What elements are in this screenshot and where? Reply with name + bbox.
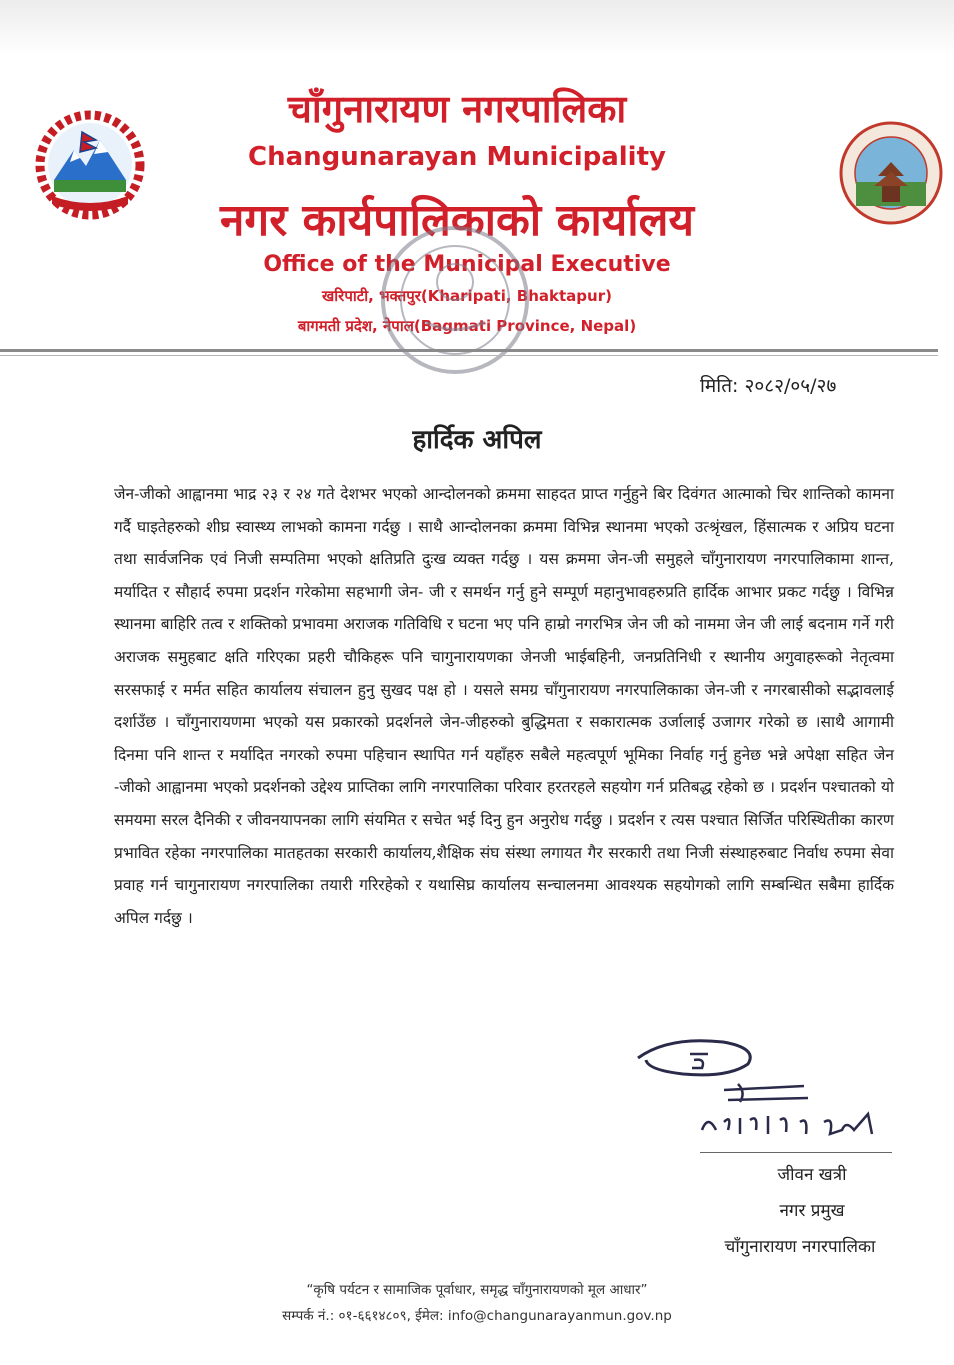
letter-date: मिति: २०८२/०५/२७ [700, 375, 837, 397]
office-name-nepali: नगर कार्यपालिकाको कार्यालय [220, 195, 694, 246]
top-shadow [0, 0, 954, 55]
letter-title: हार्दिक अपिल [412, 425, 542, 455]
signatory-name: जीवन खत्री [777, 1165, 847, 1185]
footer-contact: सम्पर्क नं.: ०१-६६१४८०९, ईमेल: info@changunarayanmun.gov.np [282, 1308, 672, 1324]
municipality-name-english: Changunarayan Municipality [248, 142, 666, 172]
signatory-organization: चाँगुनारायण नगरपालिका [724, 1237, 876, 1257]
handwritten-signature [628, 1030, 898, 1160]
office-name-english: Office of the Municipal Executive [263, 252, 671, 277]
footer-slogan: “कृषि पर्यटन र सामाजिक पूर्वाधार, समृद्ध चाँगुनारायणको मूल आधार” [306, 1282, 648, 1298]
header-divider-thin [0, 355, 938, 356]
letter-body: जेन-जीको आह्वानमा भाद्र २३ र २४ गते देशभर भएको आन्दोलनको क्रममा साहदत प्राप्त गर्नुहुने बिर दिवंगत आत्माको चिर शान्तिको कामना गर्दै घाइतेहरुको शीघ्र स्वास्थ्य लाभको कामना गर्दछु । साथै आन्दोलनका क्रममा विभिन्न स्थानमा भएको उत्श्रृंखल, हिंसात्मक र अप्रिय घटना तथा सार्वजनिक एवं निजी सम्पतिमा भएको क्षतिप्रति दुःख व्यक्त गर्दछु । यस क्रममा जेन-जी समुहले चाँगुनारायण नगरपालिकामा शान्त, मर्यादित र सौहार्द रुपमा प्रदर्शन गरेकोमा सहभागी जेन- जी र समर्थन गर्नु हुने सम्पूर्ण महानुभावहरुप्रति हार्दिक आभार प्रकट गर्दछु । विभिन्न स्थानमा बाहिरि तत्व र शक्तिको प्रभावमा अराजक गतिविधि र घटना भए पनि हाम्रो नगरभित्र जेन जी को नाममा जेन जी लाई बदनाम गर्ने गरी अराजक समुहबाट क्षति गरिएका प्रहरी चौकिहरू पनि चागुनारायणका जेनजी भाईबहिनी, जनप्रतिनिधी र स्थानीय अगुवाहरूको नेतृत्वमा सरसफाई र मर्मत सहित कार्यालय संचालन हुनु सुखद पक्ष हो । यसले समग्र चाँगुनारायण नगरपालिकाका जेन-जी र नगरबासीको सद्भावलाई दर्शाउँछ । चाँगुनारायणमा भएको यस प्रकारको प्रदर्शनले जेन-जीहरुको बुद्धिमता र सकारात्मक उर्जालाई उजागर गरेको छ ।साथै आगामी दिनमा पनि शान्त र मर्यादित नगरको रुपमा पहिचान स्थापित गर्न यहाँहरु सबैले महत्वपूर्ण भूमिका निर्वाह गर्नु हुनेछ भन्ने अपेक्षा सहित जेन -जीको आह्वानमा भएको प्रदर्शनको उद्देश्य प्राप्तिका लागि नगरपालिका परिवार हरतरहले सहयोग गर्न प्रतिबद्ध रहेको छ । प्रदर्शन पश्चातको यो समयमा सरल दैनिकी र जीवनयापनका लागि संयमित र सचेत भई दिनु हुन अनुरोध गर्दछु । प्रदर्शन र त्यस पश्चात सिर्जित परिस्थितीका कारण प्रभावित रहेका नगरपालिका मातहतका सरकारी कार्यालय,शैक्षिक संघ संस्था लगायत गैर सरकारी तथा निजी संस्थाहरुबाट निर्वाध रुपमा सेवा प्रवाह गर्न चागुनारायण नगरपालिका तयारी गरिरहेको र यथासिघ्र कार्यालय सन्चालनमा आवश्यक सहयोगको लागि सम्बन्धित सबैमा हार्दिक अपिल गर्दछु । [114, 485, 894, 927]
address-line-1: खरिपाटी, भक्तपुर(Kharipati, Bhaktapur) [322, 287, 612, 305]
address-line-2: बागमती प्रदेश, नेपाल(Bagmati Province, Nepal) [297, 317, 637, 335]
municipality-name-nepali: चाँगुनारायण नगरपालिका [287, 87, 627, 131]
office-stamp-icon [370, 212, 540, 387]
signature-underline [700, 1152, 892, 1153]
signatory-position: नगर प्रमुख [779, 1201, 845, 1221]
header-divider [0, 349, 938, 352]
